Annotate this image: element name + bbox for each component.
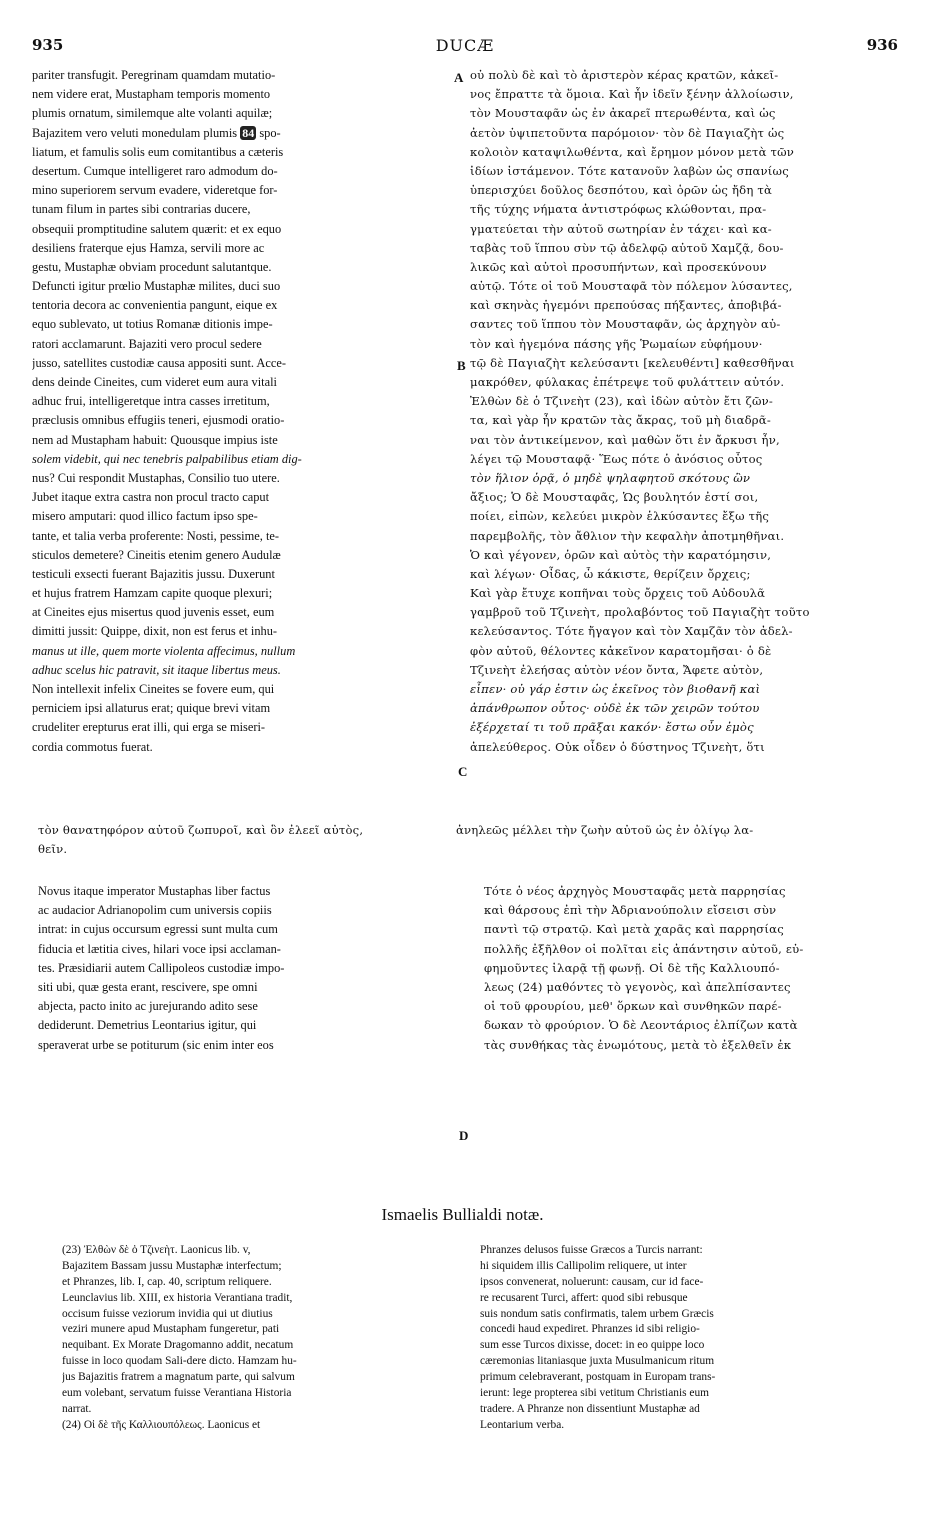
text-line: Novus itaque imperator Mustaphas liber factus (38, 884, 271, 898)
note-line: et Phranzes, lib. I, cap. 40, scriptum reliquere. (62, 1275, 272, 1288)
text-line: εἶπεν· οὐ γάρ ἐστιν ὡς ἐκεῖνος τὸν βιοθανῆ καὶ (470, 682, 761, 696)
text-line: τῆς τύχης νήματα ἀντιστρόφως κλώθονται, πρα- (470, 202, 767, 217)
text-line: ποίει, εἰπὼν, κελεύει μικρὸν ἑλκύσαντες ἔξω τῆς (470, 509, 770, 524)
text-line: ἀετὸν ὑψιπετοῦντα παρόμοιον· τὸν δὲ Παγιαζὴτ ὡς (470, 125, 785, 140)
text-line: ἀνηλεῶς μέλλει τὴν ζωὴν αὐτοῦ ὡς ἐν ὀλίγῳ λα- (456, 823, 754, 837)
text-line: νος ἔπραττε τὰ ὅμοια. Καὶ ἦν ἰδεῖν ξένην ἀλλοίωσιν, (470, 87, 794, 102)
text-line: solem videbit, qui nec tenebris palpabilibus etiam dig- (32, 451, 302, 466)
text-line: desiliens fraterque ejus Hamza, servili more ac (32, 240, 265, 255)
page-number-left: 935 (32, 36, 64, 54)
text-line: μακρόθεν, φύλακας ἐπέτρεψε τοῦ φυλάττειν αὐτόν. (470, 375, 785, 389)
text-line: Jubet itaque extra castra non procul tracto caput (32, 490, 270, 505)
text-line: tes. Præsidiarii autem Callipoleos custodiæ impo- (38, 960, 285, 975)
note-line: veziri munere apud Mustapham fungeretur, pati (62, 1323, 280, 1336)
text-line: τὰς συνθήκας τὰς ἐνωμότους, μετὰ τὸ ἐξελθεῖν ἐκ (484, 1037, 792, 1052)
text-line: speraverat urbe se potiturum (sic enim inter eos (38, 1037, 274, 1052)
text-line: dediderunt. Demetrius Leontarius igitur, qui (38, 1018, 257, 1033)
text-line: gestu, Mustaphæ obviam procedunt salutantque. (32, 259, 272, 274)
text-line: at Cineites ejus misertus quod juvenis esset, eum (32, 605, 275, 620)
note-line: Leontarium verba. (480, 1418, 565, 1431)
text-line: ἀπάνθρωπον οὗτος· οὐδὲ ἐκ τῶν χειρῶν τούτου (470, 701, 760, 716)
text-line: perniciem ipsi allaturus erat; quique brevi vitam (32, 701, 271, 716)
text-line: Καὶ γὰρ ἔτυχε κοπῆναι τοὺς ὄρχεις τοῦ Αὐδουλᾶ (470, 586, 766, 601)
note-line: fuisse in loco quodam Sali-dere dicto. Hamzam hu- (62, 1355, 297, 1368)
text-line: nus? Cui respondit Mustaphas, Consilio tuo utere. (32, 470, 280, 485)
section-marker-d: D (459, 1128, 469, 1143)
text-line: τὸν ἥλιον ὁρᾷ, ὁ μηδὲ ψηλαφητοῦ σκότους ὢν (470, 470, 751, 485)
latin-column-bottom (38, 882, 454, 1055)
text-line: φημοῦντες ἱλαρᾷ τῇ φωνῇ. Οἱ δὲ τῆς Καλλιουπό- (484, 960, 780, 975)
text-line: testiculi exsecti fuerant Bajazitis jussu. Duxerunt (32, 566, 275, 581)
text-line: dens deinde Cineites, cum videret eum aura vitali (32, 375, 277, 389)
greek-column-bottom (484, 882, 896, 1055)
note-line: cæremonias litaniasque juxta Musulmanicum ritum (480, 1355, 715, 1368)
notes-column-left (62, 1243, 452, 1434)
text-line: λέγει τῷ Μουσταφᾷ· Ἕως πότε ὁ ἀνόσιος οὗτος (470, 451, 763, 466)
text-line: præclusis omnibus effugiis teneri, ejusmodi oratio- (32, 413, 285, 428)
text-line: ἄξιος; Ὁ δὲ Μουσταφᾶς, Ὡς βουλητόν ἐστί σοι, (470, 490, 759, 505)
text-line: liatum, et famulis solis eum comitantibus a cæteris (32, 144, 284, 159)
text-line: οἱ τοῦ φρουρίου, μεθ' ὅρκων καὶ συνθηκῶν παρέ- (484, 999, 782, 1014)
note-line: re recusarent Turci, affert: quod sibi rebusque (480, 1291, 688, 1304)
text-line: tante, et talia verba proferente: Nosti, pessime, te- (32, 528, 280, 543)
notes-heading: Ismaelis Bullialdi notæ. (381, 1205, 544, 1224)
text-line: nem videre erat, Mustapham temporis momento (32, 87, 271, 102)
note-line: hi siquidem illis Callipolim reliquere, ut inter (480, 1259, 687, 1272)
text-line: crudeliter erepturus erat illi, qui erga se miseri- (32, 720, 266, 735)
text-line: φὸν αὐτοῦ, θέλοντες κἀκεῖνον καρατομῆσαι· ὁ δὲ (470, 643, 772, 658)
text-line: ac audacior Adrianopolim cum universis copiis (38, 903, 272, 918)
note-line: ipsos convenerat, noluerunt: causam, cur id face- (480, 1275, 704, 1288)
page-number-right: 936 (866, 36, 898, 54)
text-line: ἰδίων ἱστάμενον. Τότε κατανοῦν λαβὼν ὡς σπανίως (470, 163, 789, 178)
text-segment: spo- (259, 125, 281, 140)
note-line: suis nondum satis confirmatis, talem urbem Græcis (480, 1307, 714, 1320)
text-line: κελεύσαντος. Τότε ἤγαγον καὶ τὸν Χαμζᾶν τὸν ἀδελ- (470, 624, 793, 639)
text-line: dimitti jussit: Quippe, dixit, non est ferus et inhu- (32, 624, 278, 639)
text-line: τὸν Μουσταφᾶν ὡς ἐν ἀκαρεῖ πτερωθέντα, καὶ ὡς (470, 106, 776, 121)
text-line: τὸν θανατηφόρον αὐτοῦ ζωπυροῖ, καὶ ὃν ἐλεεῖ αὐτὸς, (38, 823, 364, 837)
text-line: τα, καὶ γὰρ ἦν κρατῶν τὰς ἄκρας, τοῦ μὴ διαδρᾶ- (470, 413, 771, 428)
text-line: adhuc scelus hic patravit, sit itaque libertus meus. (32, 662, 281, 677)
text-line: ταβὰς τοῦ ἵππου σὺν τῷ ἀδελφῷ αὐτοῦ Χαμζᾷ, δου- (470, 240, 784, 255)
text-line: ratori acclamarunt. Bajaziti vero procul sedere (32, 336, 262, 351)
text-line: καὶ σκηνὰς ἡγεμόνι πρεπούσας πήξαντες, ἀποβιβά- (470, 298, 782, 313)
note-line: Leunclavius lib. XIII, ex historia Verantiana tradit, (62, 1291, 293, 1304)
text-line: tentoria decora ac convenientia pangunt, eique ex (32, 298, 278, 313)
text-line: τῷ δὲ Παγιαζὴτ κελεύσαντι [κελευθέντι] καθεσθῆναι (470, 355, 795, 370)
text-line: tunam filum in partes sibi contrarias ducere, (32, 202, 251, 217)
text-line: abjecta, pacto inito ac jurejurando adito sese (38, 999, 258, 1014)
text-line: καὶ λέγων· Οἶδας, ὦ κάκιστε, θερίζειν ὄρχεις; (470, 566, 751, 581)
text-line: παρεμβολῆς, τὸν ἄθλιον τὴν κεφαλὴν ἀποτμηθῆναι. (470, 528, 785, 543)
note-line: occisum fuisse veziorum invidia qui ut diutius (62, 1307, 273, 1320)
running-title: DUCÆ (435, 36, 495, 55)
note-line: tradere. A Phranze non dissentiunt Mustaphæ ad (480, 1402, 700, 1415)
text-line: adhuc frui, intelligeretque intra casses irretitum, (32, 394, 270, 409)
text-segment: Bajazitem vero veluti monedulam plumis (32, 125, 238, 140)
note-line: (24) Οἱ δὲ τῆς Καλλιουπόλεως. Laonicus et (62, 1418, 261, 1431)
text-line: θεῖν. (38, 842, 68, 856)
note-line: primum celebraverant, postquam in Europam trans- (480, 1371, 716, 1384)
text-line: pariter transfugit. Peregrinam quamdam mutatio- (32, 68, 276, 82)
text-line: plumis ornatum, similemque alte volanti aquilæ; (32, 106, 273, 121)
text-line: γαμβροῦ τοῦ Τζινεὴτ, προλαβόντος τοῦ Παγιαζὴτ τοῦτο (470, 605, 810, 620)
greek-column-top (470, 66, 895, 757)
note-line: concedi haud expediret. Phranzes id sibi religio- (480, 1323, 700, 1336)
section-marker-b: B (457, 358, 466, 373)
text-line: equo sublevato, ut totius Romanæ ditionis impe- (32, 317, 273, 332)
text-line: τὸν καὶ ἡγεμόνα πάσης γῆς Ῥωμαίων εὐφήμουν· (470, 336, 763, 351)
text-line: siti ubi, quæ gesta erant, rescivere, spe omni (38, 979, 258, 994)
text-line: δωκαν τὸ φρούριον. Ὁ δὲ Λεοντάριος ἐλπίζων κατὰ (484, 1018, 798, 1033)
note-line: Phranzes delusos fuisse Græcos a Turcis narrant: (480, 1244, 703, 1256)
text-line: Τζινεὴτ ἐλεήσας αὐτὸν νέον ὄντα, Ἄφετε αὐτὸν, (470, 662, 764, 677)
text-line: intrat: in cujus occursum egressi sunt multa cum (38, 922, 278, 937)
text-line: Ὁ καὶ γέγονεν, ὁρῶν καὶ αὐτὸς τὴν καρατόμησιν, (470, 547, 772, 562)
text-line: παντὶ τῷ στρατῷ. Καὶ μετὰ χαρᾶς καὶ παρρησίας (484, 922, 784, 937)
text-line: jusso, satellites custodiæ causa appositi sunt. Acce- (32, 355, 286, 370)
column-number-badge: 84 (242, 125, 255, 140)
notes-column-right (480, 1243, 896, 1434)
text-line: ἐξέρχεταί τι τοῦ πρᾶξαι κακόν· ἔστω οὖν ἐμὸς (470, 720, 754, 735)
note-line: ierunt: lege propterea sibi vetitum Christianis eum (480, 1387, 710, 1400)
text-line: κολοιὸν καταψιλωθέντα, καὶ ἔρημον μόνον μετὰ τῶν (470, 144, 795, 159)
text-line: misero amputari: quod illico factum ipso spe- (32, 509, 258, 524)
note-line: jus Bajazitis fratrem a magnatum parte, qui salvum (62, 1371, 295, 1384)
text-line: Defuncti igitur prœlio Mustaphæ milites, duci suo (32, 279, 281, 294)
section-marker-c: C (458, 764, 468, 779)
latin-column-top (32, 66, 452, 757)
text-line: Τότε ὁ νέος ἀρχηγὸς Μουσταφᾶς μετὰ παρρησίας (484, 884, 786, 898)
text-line: λεως (24) μαθόντες τὸ γεγονὸς, καὶ ἀπελπίσαντες (484, 979, 791, 994)
text-line: αὐτῷ. Τότε οἱ τοῦ Μουσταφᾶ τὸν πόλεμον λύσαντες, (470, 279, 793, 294)
note-line: (23) Ἐλθὼν δὲ ὁ Τζινεὴτ. Laonicus lib. v, (62, 1244, 251, 1256)
text-line: σαντες τοῦ ἵππου τὸν Μουσταφᾶν, ὡς ἀρχηγὸν αὐ- (470, 317, 781, 332)
text-line: Non intellexit infelix Cineites se fovere eum, qui (32, 682, 275, 696)
text-line: obsequii promptitudine salutem quærit: et ex equo (32, 221, 282, 236)
text-line: manus ut ille, quem morte violenta affecimus, nullum (32, 643, 296, 658)
text-line: καὶ θάρσους ἐπὶ τὴν Ἀδριανούπολιν εἴσεισι σὺν (484, 903, 777, 918)
text-line: ὑπερισχύει δοῦλος δεσπότου, καὶ ὁρῶν ὡς ἤδη τὰ (470, 183, 773, 198)
text-line: Ἐλθὼν δὲ ὁ Τζινεὴτ (23), καὶ ἰδὼν αὐτὸν ἔτι ζῶν- (470, 394, 773, 409)
text-line: cordia commotus fuerat. (32, 739, 153, 754)
text-line: ναι τὸν ἀντικείμενον, καὶ μαθὼν ὅτι ἐν ἄρκυσι ἦν, (470, 432, 780, 447)
text-line: sticulos demetere? Cineitis etenim genero Audulæ (32, 547, 281, 562)
text-line: οὐ πολὺ δὲ καὶ τὸ ἀριστερὸν κέρας κρατῶν, κἀκεῖ- (470, 68, 779, 82)
text-line: γματεύεται τὴν αὐτοῦ σωτηρίαν ἐν τάχει· καὶ κα- (470, 221, 772, 236)
note-line: narrat. (62, 1402, 92, 1415)
note-line: sum esse Turcos dixisse, docet: in eo quippe loco (480, 1339, 705, 1352)
text-line (32, 124, 452, 143)
text-line: fiducia et lætitia cives, hilari voce ipsi acclaman- (38, 941, 281, 956)
text-line: mino superiorem servum evadere, videretque for- (32, 183, 278, 198)
text-line: et hujus fratrem Hamzam capite quoque plexuri; (32, 586, 273, 601)
note-line: Bajazitem Bassam jussu Mustaphæ interfectum; (62, 1259, 282, 1272)
note-line: eum volebant, servatum fuisse Verantiana Historia (62, 1387, 292, 1400)
section-marker-a: A (454, 70, 464, 85)
note-line: nequibant. Ex Morate Dragomanno addit, necatum (62, 1339, 294, 1352)
text-line: πολλῆς ἐξῆλθον οἱ πολῖται εἰς ἀπάντησιν αὐτοῦ, εὐ- (484, 941, 804, 956)
text-line: nem ad Mustapham habuit: Quousque impius iste (32, 432, 278, 447)
text-line: ἀπελεύθερος. Οὐκ οἶδεν ὁ δύστηνος Τζινεὴτ, ὅτι (470, 739, 765, 754)
text-line: desertum. Cumque intelligeret raro admodum do- (32, 163, 278, 178)
running-header (32, 36, 898, 64)
text-line: λικῶς καὶ αὐτοὶ προσυπήντων, καὶ προσεκύνουν (470, 259, 767, 274)
